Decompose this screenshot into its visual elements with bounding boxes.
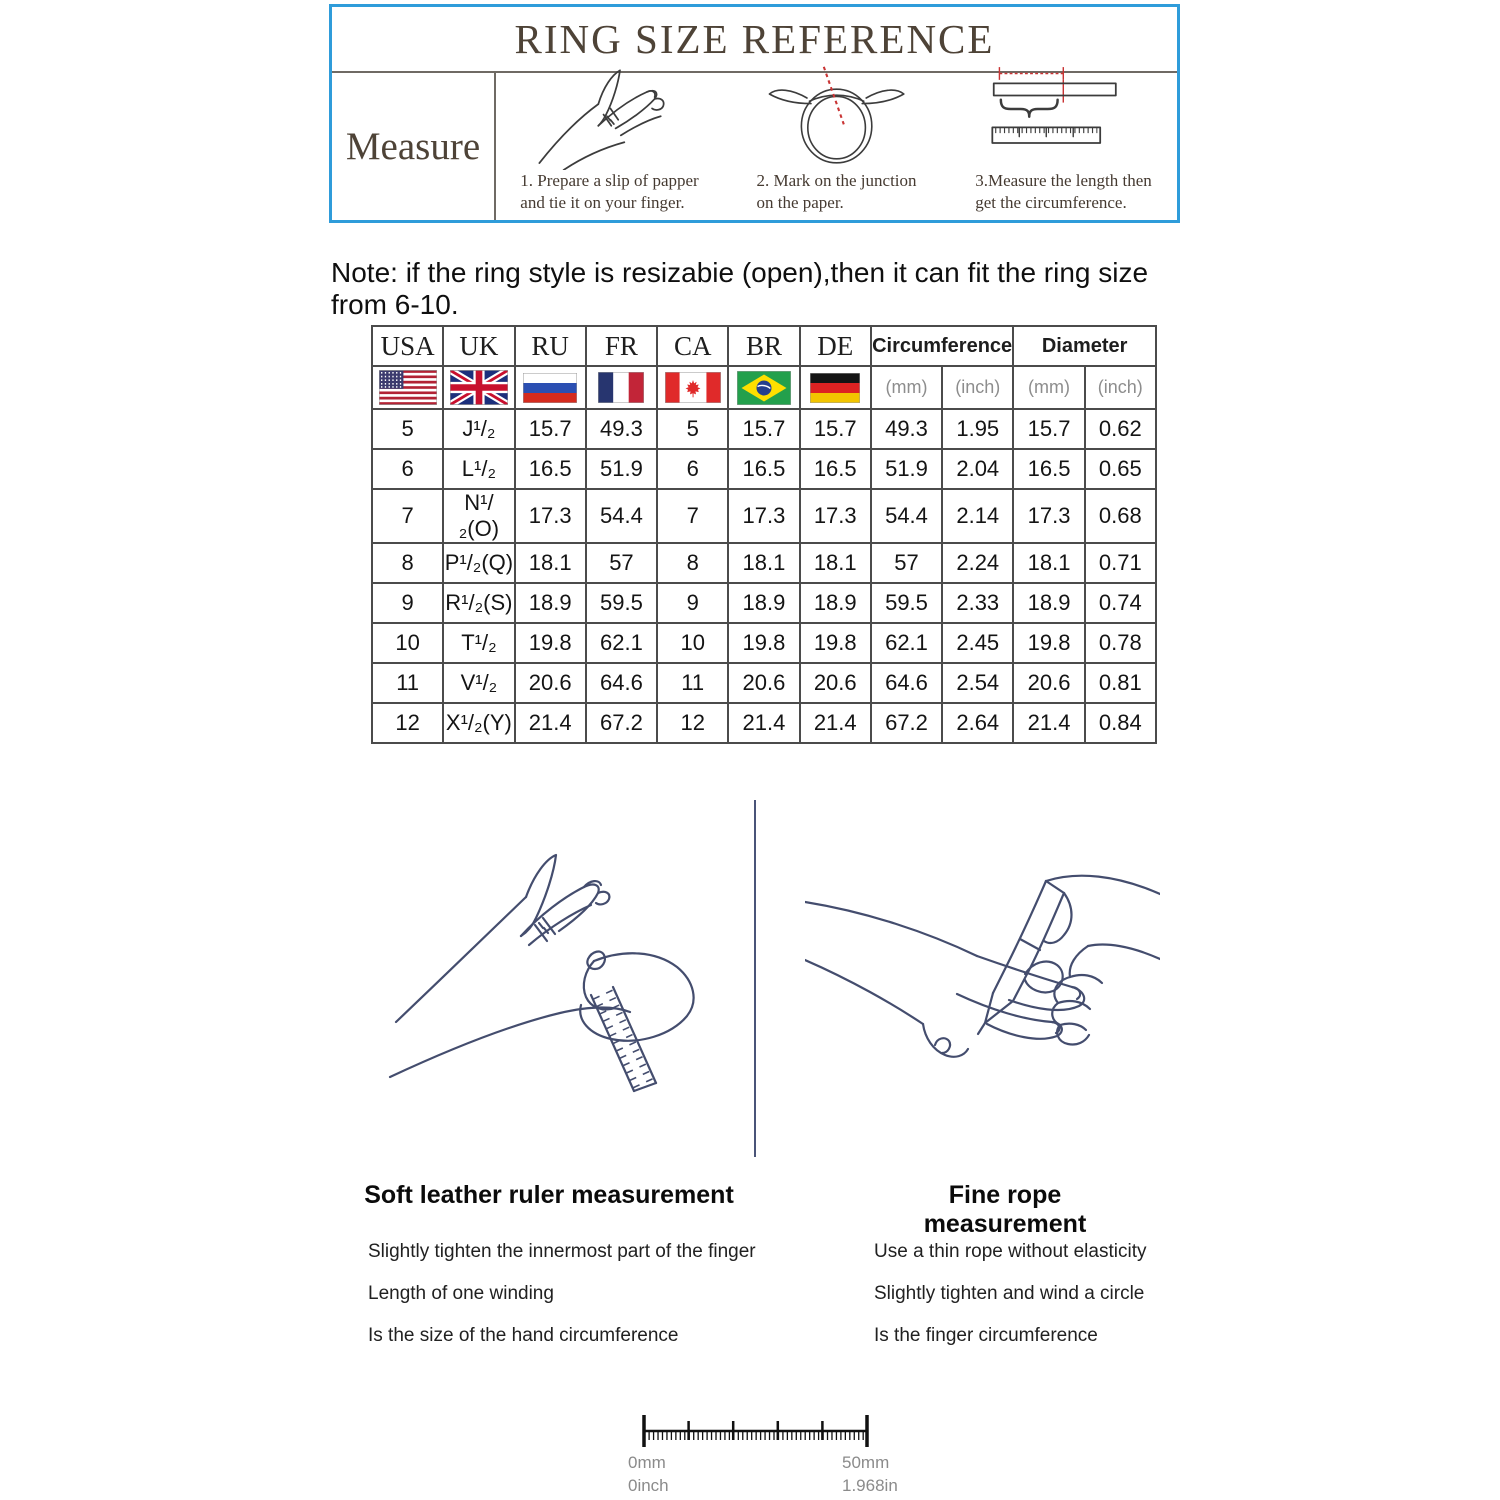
table-cell: 16.5 bbox=[1013, 449, 1084, 489]
step-1-caption-line1: 1. Prepare a slip of papper bbox=[520, 170, 699, 190]
page-title: RING SIZE REFERENCE bbox=[514, 16, 995, 62]
table-cell: X¹/₂(Y) bbox=[443, 703, 514, 743]
step-3-caption-line1: 3.Measure the length then bbox=[975, 170, 1152, 190]
table-cell: 64.6 bbox=[871, 663, 942, 703]
table-row bbox=[372, 663, 1156, 703]
table-cell: 0.65 bbox=[1085, 449, 1156, 489]
table-cell: 19.8 bbox=[1013, 623, 1084, 663]
table-cell: 8 bbox=[657, 543, 728, 583]
table-cell: 51.9 bbox=[586, 449, 657, 489]
table-cell: 49.3 bbox=[871, 409, 942, 449]
table-cell: 0.71 bbox=[1085, 543, 1156, 583]
table-cell: 2.14 bbox=[942, 489, 1013, 543]
paper-loop-icon bbox=[752, 62, 922, 170]
table-row bbox=[372, 623, 1156, 663]
table-cell: 12 bbox=[657, 703, 728, 743]
table-header-row bbox=[372, 326, 1156, 366]
table-cell: 17.3 bbox=[800, 489, 871, 543]
col-header-circumference: Circumference bbox=[871, 326, 1014, 366]
table-cell: 18.9 bbox=[728, 583, 799, 623]
right-method-title: Fine rope measurement bbox=[923, 1181, 1087, 1238]
table-cell: 19.8 bbox=[728, 623, 799, 663]
table-row bbox=[372, 703, 1156, 743]
table-cell: 0.62 bbox=[1085, 409, 1156, 449]
col-header-ca: CA bbox=[657, 326, 728, 366]
table-cell: 7 bbox=[657, 489, 728, 543]
table-cell: 21.4 bbox=[800, 703, 871, 743]
table-row bbox=[372, 409, 1156, 449]
right-method-line-3: Is the finger circumference bbox=[874, 1325, 1098, 1346]
table-cell: 57 bbox=[586, 543, 657, 583]
table-cell: 21.4 bbox=[728, 703, 799, 743]
ruler-measurement-illustration bbox=[388, 852, 703, 1102]
table-cell: 15.7 bbox=[515, 409, 586, 449]
step-1-caption-line2: and tie it on your finger. bbox=[520, 192, 685, 212]
table-cell: 2.33 bbox=[942, 583, 1013, 623]
vertical-divider bbox=[754, 800, 756, 1157]
table-cell: 19.8 bbox=[515, 623, 586, 663]
table-cell: 20.6 bbox=[1013, 663, 1084, 703]
diameter-inch-label: (inch) bbox=[1085, 366, 1156, 409]
table-cell: 15.7 bbox=[728, 409, 799, 449]
table-cell: 6 bbox=[657, 449, 728, 489]
brazil-flag-icon bbox=[728, 366, 799, 409]
table-cell: 11 bbox=[657, 663, 728, 703]
table-cell: 67.2 bbox=[586, 703, 657, 743]
table-cell: 1.95 bbox=[942, 409, 1013, 449]
table-cell: 8 bbox=[372, 543, 443, 583]
col-header-br: BR bbox=[728, 326, 799, 366]
step-1-caption bbox=[520, 170, 698, 214]
step-2-caption bbox=[756, 170, 916, 214]
table-cell: 9 bbox=[657, 583, 728, 623]
table-cell: 5 bbox=[657, 409, 728, 449]
table-cell: 59.5 bbox=[871, 583, 942, 623]
table-cell: L¹/₂ bbox=[443, 449, 514, 489]
table-cell: 18.9 bbox=[1013, 583, 1084, 623]
table-cell: N¹/₂(O) bbox=[443, 489, 514, 543]
table-cell: 9 bbox=[372, 583, 443, 623]
rope-measurement-illustration bbox=[805, 862, 1160, 1077]
table-cell: 0.84 bbox=[1085, 703, 1156, 743]
col-header-usa: USA bbox=[372, 326, 443, 366]
size-table-body bbox=[372, 409, 1156, 743]
table-row bbox=[372, 543, 1156, 583]
table-cell: 21.4 bbox=[1013, 703, 1084, 743]
ruler-left-mm: 0mm bbox=[628, 1453, 666, 1472]
france-flag-icon bbox=[586, 366, 657, 409]
table-cell: V¹/₂ bbox=[443, 663, 514, 703]
table-cell: 18.9 bbox=[515, 583, 586, 623]
table-cell: 54.4 bbox=[871, 489, 942, 543]
right-method-line-2: Slightly tighten and wind a circle bbox=[874, 1283, 1145, 1304]
table-cell: 5 bbox=[372, 409, 443, 449]
left-method-line-1: Slightly tighten the innermost part of the finger bbox=[368, 1241, 756, 1262]
table-cell: 20.6 bbox=[800, 663, 871, 703]
left-method-line-2: Length of one winding bbox=[368, 1283, 554, 1304]
table-cell: 0.81 bbox=[1085, 663, 1156, 703]
table-cell: 0.68 bbox=[1085, 489, 1156, 543]
table-cell: 6 bbox=[372, 449, 443, 489]
table-row bbox=[372, 583, 1156, 623]
table-cell: R¹/₂(S) bbox=[443, 583, 514, 623]
col-header-fr: FR bbox=[586, 326, 657, 366]
right-method-line-1: Use a thin rope without elasticity bbox=[874, 1241, 1147, 1262]
step-2 bbox=[723, 73, 950, 220]
hand-with-paper-icon bbox=[530, 66, 690, 170]
col-header-uk: UK bbox=[443, 326, 514, 366]
circumference-inch-label: (inch) bbox=[942, 366, 1013, 409]
table-cell: 15.7 bbox=[1013, 409, 1084, 449]
scale-ruler-icon bbox=[628, 1406, 880, 1454]
ring-size-table bbox=[371, 325, 1157, 744]
table-cell: 64.6 bbox=[586, 663, 657, 703]
table-cell: 57 bbox=[871, 543, 942, 583]
ruler-label-right bbox=[842, 1452, 898, 1498]
table-cell: 2.54 bbox=[942, 663, 1013, 703]
table-cell: 2.24 bbox=[942, 543, 1013, 583]
table-cell: 2.04 bbox=[942, 449, 1013, 489]
measure-steps bbox=[496, 73, 1177, 220]
table-cell: 18.1 bbox=[515, 543, 586, 583]
table-cell: 67.2 bbox=[871, 703, 942, 743]
step-1 bbox=[496, 73, 723, 220]
uk-flag-icon bbox=[443, 366, 514, 409]
step-3-caption-line2: get the circumference. bbox=[975, 192, 1127, 212]
table-cell: 59.5 bbox=[586, 583, 657, 623]
table-cell: 2.64 bbox=[942, 703, 1013, 743]
table-cell: 7 bbox=[372, 489, 443, 543]
table-cell: 51.9 bbox=[871, 449, 942, 489]
table-cell: 62.1 bbox=[586, 623, 657, 663]
table-cell: 11 bbox=[372, 663, 443, 703]
table-cell: 16.5 bbox=[728, 449, 799, 489]
table-cell: 15.7 bbox=[800, 409, 871, 449]
table-cell: 20.6 bbox=[515, 663, 586, 703]
table-cell: T¹/₂ bbox=[443, 623, 514, 663]
table-cell: 62.1 bbox=[871, 623, 942, 663]
table-cell: 12 bbox=[372, 703, 443, 743]
table-cell: 10 bbox=[372, 623, 443, 663]
table-cell: 0.78 bbox=[1085, 623, 1156, 663]
table-cell: 10 bbox=[657, 623, 728, 663]
table-cell: 2.45 bbox=[942, 623, 1013, 663]
usa-flag-icon bbox=[372, 366, 443, 409]
germany-flag-icon bbox=[800, 366, 871, 409]
table-cell: 18.1 bbox=[800, 543, 871, 583]
left-method-line-3: Is the size of the hand circumference bbox=[368, 1325, 679, 1346]
table-row bbox=[372, 489, 1156, 543]
step-2-caption-line1: 2. Mark on the junction bbox=[756, 170, 917, 190]
step-2-caption-line2: on the paper. bbox=[756, 192, 844, 212]
ruler-right-mm: 50mm bbox=[842, 1453, 890, 1472]
table-cell: 17.3 bbox=[515, 489, 586, 543]
table-cell: 16.5 bbox=[515, 449, 586, 489]
table-cell: 18.1 bbox=[728, 543, 799, 583]
table-cell: 20.6 bbox=[728, 663, 799, 703]
resizable-note: Note: if the ring style is resizabie (open),then it can fit the ring size from 6-10. bbox=[331, 257, 1149, 320]
table-cell: 18.9 bbox=[800, 583, 871, 623]
ruler-label-left bbox=[628, 1452, 669, 1498]
russia-flag-icon bbox=[515, 366, 586, 409]
table-cell: P¹/₂(Q) bbox=[443, 543, 514, 583]
col-header-de: DE bbox=[800, 326, 871, 366]
ruler-left-inch: 0inch bbox=[628, 1475, 669, 1495]
step-3 bbox=[950, 73, 1177, 220]
left-method-title: Soft leather ruler measurement bbox=[364, 1181, 734, 1209]
col-header-ru: RU bbox=[515, 326, 586, 366]
table-flags-row bbox=[372, 366, 1156, 409]
diameter-mm-label: (mm) bbox=[1013, 366, 1084, 409]
table-cell: 16.5 bbox=[800, 449, 871, 489]
table-cell: 49.3 bbox=[586, 409, 657, 449]
ruler-right-inch: 1.968in bbox=[842, 1475, 898, 1495]
canada-flag-icon bbox=[657, 366, 728, 409]
table-cell: 0.74 bbox=[1085, 583, 1156, 623]
table-cell: 19.8 bbox=[800, 623, 871, 663]
table-cell: J¹/₂ bbox=[443, 409, 514, 449]
measure-row bbox=[332, 73, 1177, 220]
circumference-mm-label: (mm) bbox=[871, 366, 942, 409]
table-cell: 18.1 bbox=[1013, 543, 1084, 583]
step-3-caption bbox=[975, 170, 1152, 214]
table-cell: 17.3 bbox=[1013, 489, 1084, 543]
measure-label: Measure bbox=[332, 73, 496, 220]
measure-length-icon bbox=[969, 60, 1159, 170]
table-cell: 17.3 bbox=[728, 489, 799, 543]
table-cell: 54.4 bbox=[586, 489, 657, 543]
table-row bbox=[372, 449, 1156, 489]
col-header-diameter: Diameter bbox=[1013, 326, 1156, 366]
table-cell: 21.4 bbox=[515, 703, 586, 743]
header-box bbox=[329, 4, 1180, 223]
